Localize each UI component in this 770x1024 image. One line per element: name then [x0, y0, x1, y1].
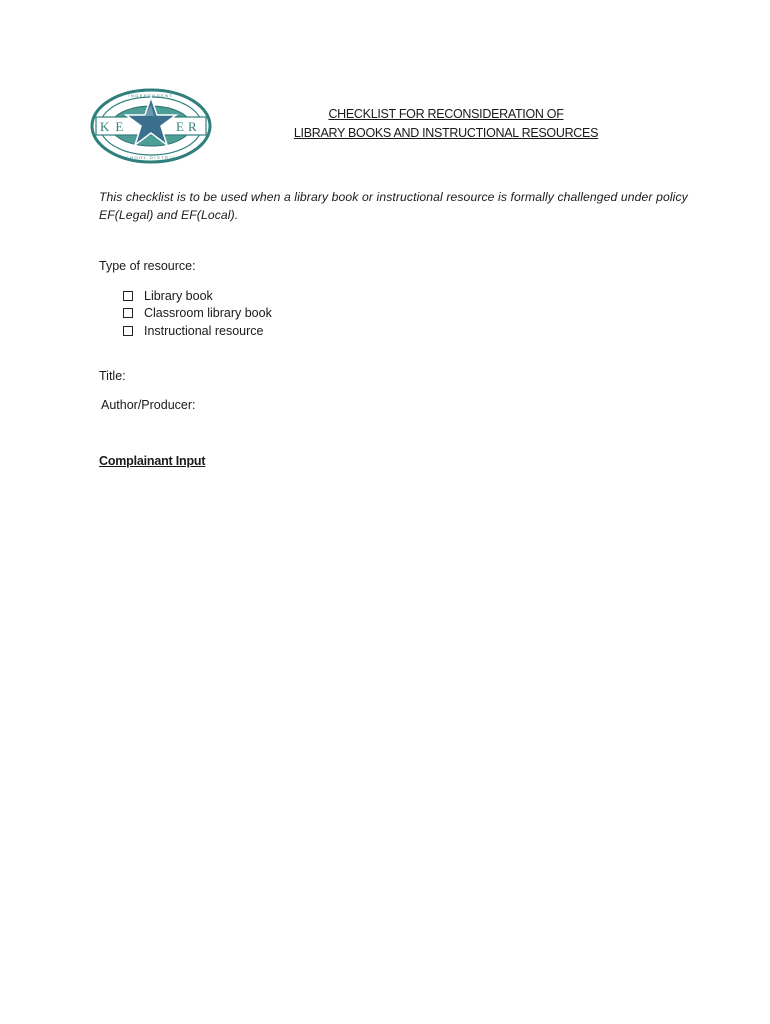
- document-title: [240, 105, 652, 143]
- resource-type-label: Type of resource:: [99, 259, 196, 273]
- intro-paragraph: This checklist is to be used when a library book or instructional resource is formally challenged under policy EF(Legal) and EF(Local).: [99, 190, 688, 222]
- complainant-input-heading: Complainant Input: [99, 454, 206, 468]
- checkbox-library-book[interactable]: [123, 291, 133, 301]
- checkbox-instructional-resource[interactable]: [123, 326, 133, 336]
- title-line-1: CHECKLIST FOR RECONSIDERATION OF: [328, 107, 564, 121]
- option-label: Instructional resource: [144, 323, 264, 338]
- svg-text:INDEPENDENT: INDEPENDENT: [128, 93, 174, 98]
- title-line-2: LIBRARY BOOKS AND INSTRUCTIONAL RESOURCES: [293, 126, 599, 140]
- svg-text:SCHOOL DISTRICT: SCHOOL DISTRICT: [121, 155, 181, 160]
- option-label: Library book: [144, 288, 213, 303]
- checkbox-classroom-library-book[interactable]: [123, 308, 133, 318]
- svg-text:ER: ER: [176, 119, 201, 134]
- svg-text:KE: KE: [100, 119, 130, 134]
- option-label: Classroom library book: [144, 306, 272, 321]
- resource-type-options: [123, 287, 272, 340]
- option-classroom-library-book[interactable]: [123, 305, 272, 323]
- keller-isd-logo: [90, 88, 212, 164]
- option-library-book[interactable]: [123, 287, 272, 305]
- option-instructional-resource[interactable]: [123, 322, 272, 340]
- author-field-label: Author/Producer:: [101, 398, 196, 412]
- title-field-label: Title:: [99, 369, 126, 383]
